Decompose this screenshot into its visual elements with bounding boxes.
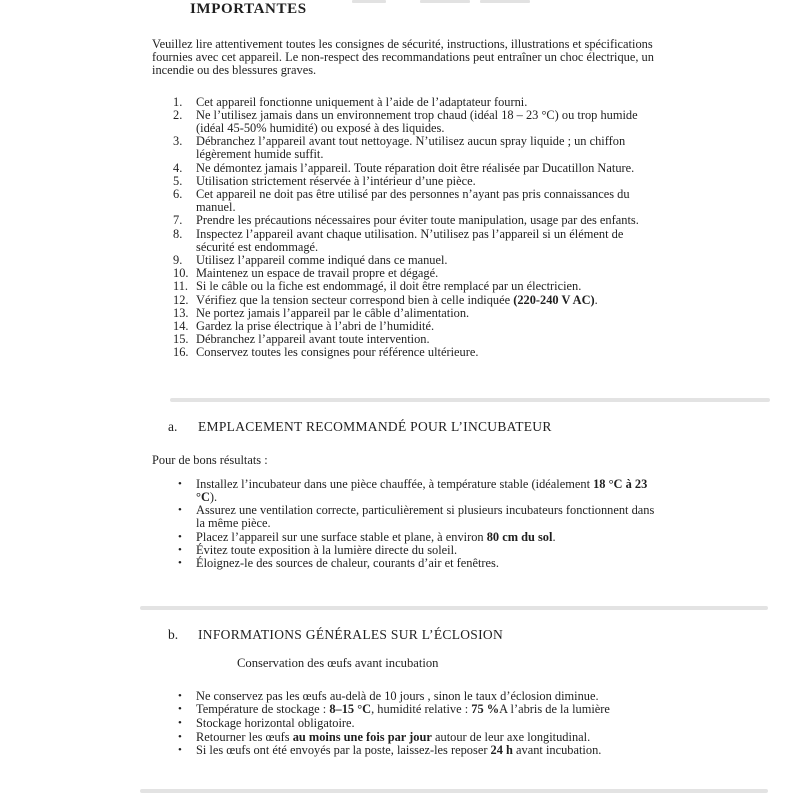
page-title: IMPORTANTES — [190, 1, 307, 17]
bullet-icon: • — [178, 703, 182, 716]
list-item-text: Maintenez un espace de travail propre et dégagé. — [196, 266, 439, 281]
list-item-text: Utilisation strictement réservée à l’intérieur d’une pièce. — [196, 173, 476, 188]
bullet-icon: • — [178, 504, 182, 517]
list-item-text: Éloignez-le des sources de chaleur, courants d’air et fenêtres. — [196, 556, 499, 571]
list-item-text: Assurez une ventilation correcte, particulièrement si plusieurs incubateurs fonctionnent dans la même pièce. — [196, 503, 655, 531]
list-item-text: Cet appareil fonctionne uniquement à l’aide de l’adaptateur fourni. — [196, 94, 528, 109]
item-number: 10. — [173, 266, 189, 281]
bullet-icon: • — [178, 543, 182, 556]
item-number: 3. — [173, 134, 183, 149]
bullet-icon: • — [178, 477, 182, 490]
list-item — [178, 731, 655, 745]
list-item-text: Prendre les précautions nécessaires pour éviter toute manipulation, usage par des enfants. — [196, 213, 639, 228]
list-item-text: Retourner les œufs au moins une fois par jour autour de leur axe longitudinal. — [196, 729, 591, 744]
list-item — [173, 109, 655, 135]
list-item — [178, 504, 655, 530]
item-number: 14. — [173, 319, 189, 334]
list-item-text: Débranchez l’appareil avant toute intervention. — [196, 332, 430, 347]
list-item-text: Si les œufs ont été envoyés par la poste, laissez-les reposer 24 h avant incubation. — [196, 743, 602, 758]
item-number: 11. — [173, 279, 189, 294]
list-item-text: Ne conservez pas les œufs au-delà de 10 jours , sinon le taux d’éclosion diminue. — [196, 688, 599, 703]
bullet-icon: • — [178, 689, 182, 702]
item-number: 4. — [173, 160, 183, 175]
cropped-text-remnant — [420, 0, 470, 3]
section-b-heading — [168, 627, 655, 643]
section-a-heading — [168, 419, 655, 435]
section-divider — [140, 789, 768, 793]
list-item-text: Vérifiez que la tension secteur correspond bien à celle indiquée (220-240 V AC). — [196, 292, 598, 307]
section-divider — [140, 606, 768, 610]
bullet-icon: • — [178, 557, 182, 570]
bullet-icon: • — [178, 744, 182, 757]
item-number: 9. — [173, 253, 183, 268]
list-item-text: Conservez toutes les consignes pour référence ultérieure. — [196, 345, 479, 360]
list-item — [178, 717, 655, 731]
list-item-text: Si le câble ou la fiche est endommagé, il doit être remplacé par un électricien. — [196, 279, 582, 294]
list-item-text: Ne l’utilisez jamais dans un environnement trop chaud (idéal 18 – 23 °C) ou trop humide (idéal 45-50% humidité) ou exposé à des liquides. — [196, 107, 638, 136]
list-item — [178, 703, 655, 717]
item-number: 16. — [173, 345, 189, 360]
list-item-text: Inspectez l’appareil avant chaque utilisation. N’utilisez pas l’appareil si un élément de sécurité est endommagé. — [196, 226, 624, 254]
list-item-text: Stockage horizontal obligatoire. — [196, 716, 355, 731]
bullet-icon: • — [178, 530, 182, 543]
bullet-icon: • — [178, 730, 182, 743]
section-a-intro: Pour de bons résultats : — [152, 452, 268, 467]
item-number: 8. — [173, 226, 183, 241]
item-number: 13. — [173, 305, 189, 320]
list-item-text: Gardez la prise électrique à l’abri de l’humidité. — [196, 319, 435, 334]
list-item — [178, 744, 655, 758]
cropped-text-remnant — [480, 0, 530, 3]
bullet-icon: • — [178, 717, 182, 730]
list-item-text: Température de stockage : 8–15 °C, humidité relative : 75 %A l’abris de la lumière — [196, 702, 610, 717]
list-item-text: Placez l’appareil sur une surface stable et plane, à environ 80 cm du sol. — [196, 529, 556, 544]
section-title: EMPLACEMENT RECOMMANDÉ POUR L’INCUBATEUR — [198, 418, 552, 434]
cropped-text-remnant — [352, 0, 386, 3]
list-item-text: Utilisez l’appareil comme indiqué dans ce manuel. — [196, 253, 448, 268]
subsection-title: Conservation des œufs avant incubation — [237, 656, 439, 671]
list-item — [173, 188, 655, 214]
list-item — [173, 346, 655, 359]
safety-instructions-list — [173, 96, 655, 360]
list-item-text: Débranchez l’appareil avant tout nettoyage. N’utilisez aucun spray liquide ; un chiffon légèrement humide suffit. — [196, 134, 626, 162]
item-number: 6. — [173, 187, 183, 202]
section-letter: b. — [168, 627, 179, 643]
list-item-text: Installez l’incubateur dans une pièce chauffée, à température stable (idéalement 18 °C à 23 °C). — [196, 476, 648, 505]
list-item — [178, 557, 655, 570]
item-number: 12. — [173, 292, 189, 307]
section-b-bullets — [178, 690, 655, 758]
section-title: INFORMATIONS GÉNÉRALES SUR L’ÉCLOSION — [198, 627, 503, 643]
list-item — [173, 228, 655, 254]
item-number: 2. — [173, 107, 183, 122]
section-letter: a. — [168, 418, 178, 434]
list-item-text: Ne portez jamais l’appareil par le câble d’alimentation. — [196, 305, 470, 320]
section-a-bullets — [178, 478, 655, 570]
section-divider — [170, 398, 770, 402]
list-item-text: Ne démontez jamais l’appareil. Toute réparation doit être réalisée par Ducatillon Nature. — [196, 160, 635, 175]
item-number: 7. — [173, 213, 183, 228]
item-number: 15. — [173, 332, 189, 347]
intro-paragraph: Veuillez lire attentivement toutes les consignes de sécurité, instructions, illustrations et spécifications fournies avec cet appareil. Le non-respect des recommandations peut entraîner un choc électrique, un incendie ou des blessures graves. — [152, 37, 654, 78]
list-item — [178, 478, 655, 504]
list-item-text: Cet appareil ne doit pas être utilisé par des personnes n’ayant pas pris connaissances du manuel. — [196, 187, 630, 215]
list-item — [178, 690, 655, 704]
item-number: 1. — [173, 94, 183, 109]
list-item — [173, 135, 655, 161]
list-item-text: Évitez toute exposition à la lumière directe du soleil. — [196, 542, 458, 557]
item-number: 5. — [173, 173, 183, 188]
